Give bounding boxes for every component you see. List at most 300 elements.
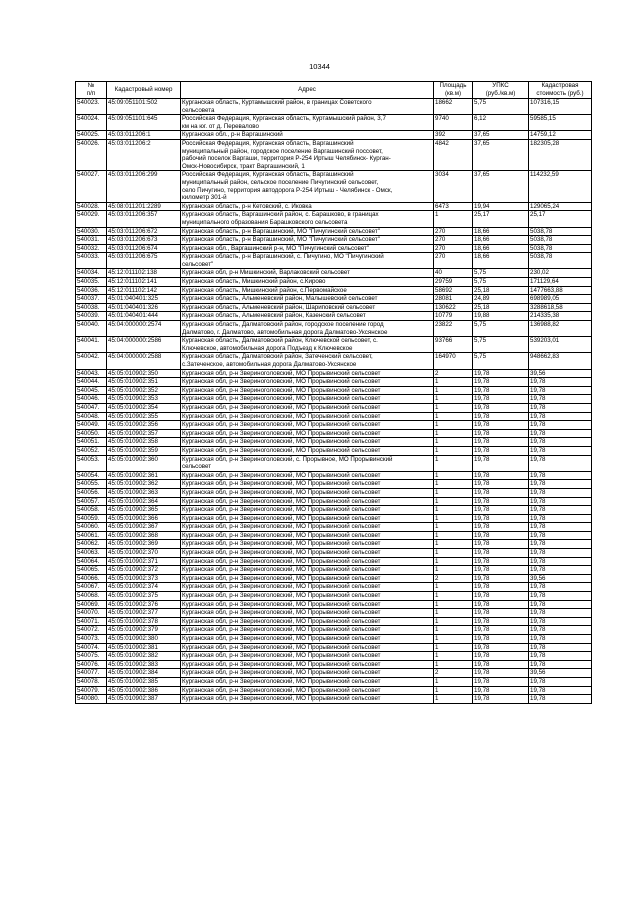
table-row [76, 514, 592, 523]
address: Российская Федерация, Курганская область, Куртамышский район, 3,7 км на юг. от д. Перевалово [181, 115, 434, 131]
address: Курганская обл, р-н Мишкинский, Варлаковский сельсовет [181, 269, 434, 278]
address: Курганская область, Куртамышский район, в границах Советского сельсовета [181, 99, 434, 115]
row-number: 540073. [76, 635, 107, 644]
table-row [76, 652, 592, 661]
row-number: 540068. [76, 592, 107, 601]
area: 1 [434, 531, 473, 540]
table-row [76, 244, 592, 253]
cadastral-value: 19,78 [529, 429, 592, 438]
cadastral-value: 39,56 [529, 574, 592, 583]
upks: 19,78 [473, 429, 529, 438]
cadastral-value: 19,78 [529, 497, 592, 506]
area: 1 [434, 677, 473, 686]
address: Курганская обл, р-н Звериноголовский, МО Прорывинский сельсовет [181, 438, 434, 447]
table-row [76, 617, 592, 626]
row-number: 540058. [76, 506, 107, 515]
cadastral-number: 45:09:051101:502 [107, 99, 181, 115]
upks: 37,65 [473, 171, 529, 202]
address: Курганская обл, р-н Звериноголовский, МО Прорывинский сельсовет [181, 540, 434, 549]
area: 130622 [434, 303, 473, 312]
table-row [76, 677, 592, 686]
area: 1 [434, 480, 473, 489]
table-row [76, 202, 592, 211]
row-number: 540030. [76, 227, 107, 236]
address: Курганская область, Мишкинский район, с.Первомайское [181, 286, 434, 295]
row-number: 540042. [76, 353, 107, 369]
cadastral-number: 45:05:010902:363 [107, 488, 181, 497]
area: 1 [434, 421, 473, 430]
upks: 25,18 [473, 286, 529, 295]
area: 1 [434, 378, 473, 387]
address: Курганская обл, р-н Звериноголовский, МО Прорывинский сельсовет [181, 446, 434, 455]
cadastral-number: 45:03:011206:675 [107, 253, 181, 269]
cadastral-value: 39,56 [529, 669, 592, 678]
address: Курганская обл, р-н Звериноголовский, МО Прорывинский сельсовет [181, 557, 434, 566]
table-row [76, 557, 592, 566]
cadastral-value: 14759,12 [529, 131, 592, 140]
address: Курганская обл, р-н Звериноголовский, МО Прорывинский сельсовет [181, 429, 434, 438]
upks: 19,78 [473, 488, 529, 497]
row-number: 540040. [76, 321, 107, 337]
cadastral-number: 45:01:040401:326 [107, 303, 181, 312]
cadastral-number: 45:05:010902:370 [107, 549, 181, 558]
area: 1 [434, 600, 473, 609]
upks: 19,78 [473, 369, 529, 378]
cadastral-value: 182305,28 [529, 139, 592, 170]
upks: 19,78 [473, 531, 529, 540]
row-number: 540032. [76, 244, 107, 253]
cadastral-number: 45:03:011206:2 [107, 139, 181, 170]
cadastral-number: 45:05:010902:365 [107, 506, 181, 515]
cadastral-value: 19,78 [529, 652, 592, 661]
cadastral-number: 45:05:010902:375 [107, 592, 181, 601]
address: Курганская обл, р-н Звериноголовский, МО Прорывинский сельсовет [181, 592, 434, 601]
upks: 19,78 [473, 583, 529, 592]
upks: 19,78 [473, 677, 529, 686]
row-number: 540053. [76, 455, 107, 471]
address: Курганская обл, р-н Звериноголовский, МО Прорывинский сельсовет [181, 660, 434, 669]
cadastral-value: 19,78 [529, 660, 592, 669]
upks: 19,78 [473, 669, 529, 678]
area: 164970 [434, 353, 473, 369]
area: 1 [434, 617, 473, 626]
cadastral-value: 5038,78 [529, 244, 592, 253]
upks: 19,78 [473, 438, 529, 447]
table-row [76, 395, 592, 404]
table-row [76, 131, 592, 140]
upks: 19,78 [473, 480, 529, 489]
row-number: 540057. [76, 497, 107, 506]
cadastral-value: 19,78 [529, 583, 592, 592]
upks: 19,94 [473, 202, 529, 211]
cadastral-value: 19,78 [529, 455, 592, 471]
address: Курганская обл, р-н Звериноголовский, МО Прорывинский сельсовет [181, 523, 434, 532]
table-row [76, 600, 592, 609]
row-number: 540034. [76, 269, 107, 278]
area: 1 [434, 686, 473, 695]
table-row [76, 438, 592, 447]
address: Российская Федерация, Курганская область, Варгашинский муниципальный район, сельское поселение Пичугинский сельсовет, село Пичугино, территория автодорога Р-254 Иртыш - Челябинск - Омск, километр 301-й [181, 171, 434, 202]
table-row [76, 412, 592, 421]
table-row [76, 531, 592, 540]
cadastral-value: 5038,78 [529, 253, 592, 269]
cadastral-value: 19,78 [529, 609, 592, 618]
row-number: 540051. [76, 438, 107, 447]
address: Курганская обл, р-н Звериноголовский, МО Прорывинский сельсовет [181, 403, 434, 412]
row-number: 540024. [76, 115, 107, 131]
row-number: 540047. [76, 403, 107, 412]
area: 3034 [434, 171, 473, 202]
cadastral-number: 45:05:010902:354 [107, 403, 181, 412]
cadastral-number: 45:05:010902:380 [107, 635, 181, 644]
area: 6473 [434, 202, 473, 211]
row-number: 540079. [76, 686, 107, 695]
row-number: 540041. [76, 337, 107, 353]
upks: 19,78 [473, 643, 529, 652]
upks: 19,78 [473, 506, 529, 515]
upks: 19,78 [473, 523, 529, 532]
row-number: 540049. [76, 421, 107, 430]
table-row [76, 583, 592, 592]
table-row [76, 686, 592, 695]
upks: 19,78 [473, 600, 529, 609]
address: Курганская обл, р-н Звериноголовский, МО Прорывинский сельсовет [181, 488, 434, 497]
table-row [76, 660, 592, 669]
area: 1 [434, 540, 473, 549]
row-number: 540076. [76, 660, 107, 669]
area: 1 [434, 506, 473, 515]
cadastral-number: 45:05:010902:359 [107, 446, 181, 455]
row-number: 540061. [76, 531, 107, 540]
table-row [76, 446, 592, 455]
address: Курганская обл, р-н Звериноголовский, МО Прорывинский сельсовет [181, 386, 434, 395]
header-cadastral-number: Кадастровый номер [107, 82, 181, 99]
cadastral-value: 3288618,58 [529, 303, 592, 312]
table-row [76, 115, 592, 131]
row-number: 540070. [76, 609, 107, 618]
row-number: 540066. [76, 574, 107, 583]
address: Курганская обл., Варгашинский р-н, МО "Пичугинский сельсовет" [181, 244, 434, 253]
upks: 5,75 [473, 99, 529, 115]
cadastral-number: 45:04:000000:2588 [107, 353, 181, 369]
address: Курганская обл, р-н Звериноголовский, МО Прорывинский сельсовет [181, 506, 434, 515]
address: Курганская обл, р-н Звериноголовский, МО Прорывинский сельсовет [181, 626, 434, 635]
cadastral-number: 45:05:010902:356 [107, 421, 181, 430]
cadastral-value: 19,78 [529, 635, 592, 644]
cadastral-value: 19,78 [529, 506, 592, 515]
upks: 5,75 [473, 353, 529, 369]
upks: 19,78 [473, 549, 529, 558]
cadastral-value: 129065,24 [529, 202, 592, 211]
upks: 19,88 [473, 312, 529, 321]
table-row [76, 609, 592, 618]
area: 1 [434, 635, 473, 644]
cadastral-number: 45:03:011206:357 [107, 211, 181, 227]
address: Курганская обл, р-н Звериноголовский, МО Прорывинский сельсовет [181, 378, 434, 387]
address: Курганская область, Альменевский район, Малышевский сельсовет [181, 295, 434, 304]
upks: 19,78 [473, 497, 529, 506]
table-row [76, 303, 592, 312]
area: 1 [434, 660, 473, 669]
row-number: 540074. [76, 643, 107, 652]
cadastral-number: 45:05:010902:369 [107, 540, 181, 549]
cadastral-number: 45:05:010902:381 [107, 643, 181, 652]
upks: 19,78 [473, 609, 529, 618]
header-row [76, 82, 592, 99]
address: Курганская обл, р-н Звериноголовский, МО Прорывинский сельсовет [181, 583, 434, 592]
cadastral-value: 19,78 [529, 471, 592, 480]
cadastral-value: 19,78 [529, 600, 592, 609]
cadastral-number: 45:05:010902:382 [107, 652, 181, 661]
upks: 5,75 [473, 269, 529, 278]
table-row [76, 480, 592, 489]
cadastral-number: 45:12:011102:138 [107, 269, 181, 278]
cadastral-number: 45:05:010902:384 [107, 669, 181, 678]
cadastral-value: 19,78 [529, 488, 592, 497]
cadastral-number: 45:05:010902:379 [107, 626, 181, 635]
cadastral-value: 230,02 [529, 269, 592, 278]
cadastral-number: 45:05:010902:377 [107, 609, 181, 618]
area: 270 [434, 236, 473, 245]
cadastral-value: 19,78 [529, 523, 592, 532]
area: 10779 [434, 312, 473, 321]
table-row [76, 669, 592, 678]
cadastral-value: 19,78 [529, 626, 592, 635]
upks: 19,78 [473, 592, 529, 601]
cadastral-number: 45:12:011102:141 [107, 278, 181, 287]
area: 28081 [434, 295, 473, 304]
row-number: 540038. [76, 303, 107, 312]
table-row [76, 566, 592, 575]
address: Курганская обл, р-н Звериноголовский, МО Прорывинский сельсовет [181, 609, 434, 618]
cadastral-value: 19,78 [529, 540, 592, 549]
cadastral-value: 698989,05 [529, 295, 592, 304]
address: Курганская обл, р-н Звериноголовский, МО Прорывинский сельсовет [181, 421, 434, 430]
area: 29759 [434, 278, 473, 287]
row-number: 540026. [76, 139, 107, 170]
area: 1 [434, 395, 473, 404]
cadastral-number: 45:05:010902:385 [107, 677, 181, 686]
row-number: 540063. [76, 549, 107, 558]
area: 1 [434, 429, 473, 438]
cadastral-value: 539203,01 [529, 337, 592, 353]
row-number: 540028. [76, 202, 107, 211]
row-number: 540064. [76, 557, 107, 566]
cadastral-value: 19,78 [529, 592, 592, 601]
cadastral-value: 19,78 [529, 643, 592, 652]
cadastral-value: 214335,38 [529, 312, 592, 321]
table-row [76, 321, 592, 337]
table-row [76, 540, 592, 549]
upks: 19,78 [473, 471, 529, 480]
upks: 24,89 [473, 295, 529, 304]
address: Курганская обл., р-н Варгашинский [181, 131, 434, 140]
area: 23822 [434, 321, 473, 337]
area: 1 [434, 609, 473, 618]
table-row [76, 386, 592, 395]
address: Курганская область, р-н Варгашинский, МО "Пичугинский сельсовет" [181, 236, 434, 245]
header-area: Площадь (кв.м) [434, 82, 473, 99]
address: Курганская обл, р-н Звериноголовский, МО Прорывинский сельсовет [181, 471, 434, 480]
row-number: 540067. [76, 583, 107, 592]
table-row [76, 403, 592, 412]
table-row [76, 99, 592, 115]
cadastral-number: 45:05:010902:371 [107, 557, 181, 566]
row-number: 540046. [76, 395, 107, 404]
row-number: 540056. [76, 488, 107, 497]
address: Курганская область, Варгашинский район, с. Барашково, в границах муниципального образования Барашковского сельсовета [181, 211, 434, 227]
area: 1 [434, 403, 473, 412]
upks: 19,78 [473, 386, 529, 395]
cadastral-value: 19,78 [529, 617, 592, 626]
row-number: 540029. [76, 211, 107, 227]
upks: 19,78 [473, 626, 529, 635]
cadastral-number: 45:05:010902:374 [107, 583, 181, 592]
cadastral-value: 19,78 [529, 378, 592, 387]
area: 1 [434, 583, 473, 592]
row-number: 540060. [76, 523, 107, 532]
cadastral-value: 1477663,88 [529, 286, 592, 295]
cadastral-number: 45:03:011206:674 [107, 244, 181, 253]
upks: 19,78 [473, 412, 529, 421]
cadastral-value: 136988,82 [529, 321, 592, 337]
address: Курганская обл, р-н Звериноголовский, МО Прорывинский сельсовет [181, 643, 434, 652]
area: 1 [434, 557, 473, 566]
area: 1 [434, 523, 473, 532]
address: Курганская обл, р-н Звериноголовский, МО Прорывинский сельсовет [181, 574, 434, 583]
upks: 18,66 [473, 227, 529, 236]
address: Российская Федерация, Курганская область, Варгашинский муниципальный район, городское поселение Варгашинский поссовет, рабочий поселок Варгаши, территория Р-254 Иртыш Челябинск- Курган- Омск-Новосибирск, тракт Варгашинский, 1 [181, 139, 434, 170]
cadastral-number: 45:01:040401:444 [107, 312, 181, 321]
area: 1 [434, 497, 473, 506]
area: 1 [434, 643, 473, 652]
address: Курганская обл, р-н Звериноголовский, МО Прорывинский сельсовет [181, 480, 434, 489]
cadastral-number: 45:05:010902:373 [107, 574, 181, 583]
cadastral-number: 45:05:010902:368 [107, 531, 181, 540]
area: 93766 [434, 337, 473, 353]
area: 1 [434, 592, 473, 601]
table-row [76, 236, 592, 245]
cadastral-number: 45:05:010902:350 [107, 369, 181, 378]
cadastral-value: 19,78 [529, 695, 592, 704]
table-row [76, 635, 592, 644]
area: 2 [434, 574, 473, 583]
row-number: 540077. [76, 669, 107, 678]
cadastral-value: 19,78 [529, 531, 592, 540]
table-row [76, 549, 592, 558]
upks: 5,75 [473, 321, 529, 337]
row-number: 540050. [76, 429, 107, 438]
table-row [76, 337, 592, 353]
upks: 25,17 [473, 211, 529, 227]
address: Курганская область, Далматовский район, Затеченский сельсовет, с.Затеченское, автомобильная дорога Далматово-Уксянское [181, 353, 434, 369]
cadastral-number: 45:05:010902:376 [107, 600, 181, 609]
table-row [76, 286, 592, 295]
table-row [76, 626, 592, 635]
area: 18662 [434, 99, 473, 115]
cadastral-number: 45:01:040401:325 [107, 295, 181, 304]
table-row [76, 378, 592, 387]
table-row [76, 421, 592, 430]
area: 1 [434, 566, 473, 575]
cadastral-value: 171129,64 [529, 278, 592, 287]
address: Курганская обл, р-н Звериноголовский, МО Прорывинский сельсовет [181, 412, 434, 421]
cadastral-value: 19,78 [529, 403, 592, 412]
table-row [76, 269, 592, 278]
area: 1 [434, 455, 473, 471]
address: Курганская обл, р-н Звериноголовский, МО Прорывинский сельсовет [181, 600, 434, 609]
cadastral-value: 19,78 [529, 438, 592, 447]
cadastral-value: 19,78 [529, 686, 592, 695]
table-row [76, 488, 592, 497]
area: 58692 [434, 286, 473, 295]
cadastral-number: 45:05:010902:378 [107, 617, 181, 626]
address: Курганская область, р-н Кетовский, с. Иковка [181, 202, 434, 211]
upks: 19,78 [473, 617, 529, 626]
cadastral-value: 19,78 [529, 514, 592, 523]
table-row [76, 455, 592, 471]
cadastral-number: 45:05:010902:351 [107, 378, 181, 387]
upks: 18,66 [473, 244, 529, 253]
upks: 19,78 [473, 652, 529, 661]
table-row [76, 523, 592, 532]
cadastral-number: 45:05:010902:372 [107, 566, 181, 575]
table-row [76, 369, 592, 378]
row-number: 540054. [76, 471, 107, 480]
page-number: 10344 [309, 62, 330, 71]
upks: 19,78 [473, 514, 529, 523]
cadastral-number: 45:04:000000:2586 [107, 337, 181, 353]
table-row [76, 592, 592, 601]
row-number: 540062. [76, 540, 107, 549]
cadastral-value: 39,56 [529, 369, 592, 378]
address: Курганская обл, р-н Звериноголовский, МО Прорывинский сельсовет [181, 669, 434, 678]
row-number: 540037. [76, 295, 107, 304]
upks: 18,66 [473, 253, 529, 269]
cadastral-number: 45:03:011206:299 [107, 171, 181, 202]
area: 2 [434, 369, 473, 378]
table-row [76, 278, 592, 287]
area: 1 [434, 652, 473, 661]
address: Курганская обл, р-н Звериноголовский, МО Прорывинский сельсовет [181, 617, 434, 626]
upks: 18,66 [473, 236, 529, 245]
upks: 37,65 [473, 131, 529, 140]
table-row [76, 312, 592, 321]
area: 1 [434, 438, 473, 447]
row-number: 540043. [76, 369, 107, 378]
cadastral-value: 5038,78 [529, 236, 592, 245]
upks: 19,78 [473, 660, 529, 669]
area: 392 [434, 131, 473, 140]
cadastral-number: 45:03:011206:673 [107, 236, 181, 245]
address: Курганская обл, р-н Звериноголовский, МО Прорывинский сельсовет [181, 566, 434, 575]
cadastral-number: 45:05:010902:386 [107, 686, 181, 695]
cadastral-number: 45:05:010902:357 [107, 429, 181, 438]
table-body [76, 99, 592, 704]
table-row [76, 574, 592, 583]
cadastral-value: 107316,15 [529, 99, 592, 115]
area: 2 [434, 669, 473, 678]
cadastral-value: 19,78 [529, 677, 592, 686]
upks: 19,78 [473, 378, 529, 387]
row-number: 540045. [76, 386, 107, 395]
upks: 19,78 [473, 446, 529, 455]
cadastral-number: 45:05:010902:352 [107, 386, 181, 395]
cadastral-number: 45:03:011206:672 [107, 227, 181, 236]
area: 4842 [434, 139, 473, 170]
area: 40 [434, 269, 473, 278]
cadastral-value: 5038,78 [529, 227, 592, 236]
